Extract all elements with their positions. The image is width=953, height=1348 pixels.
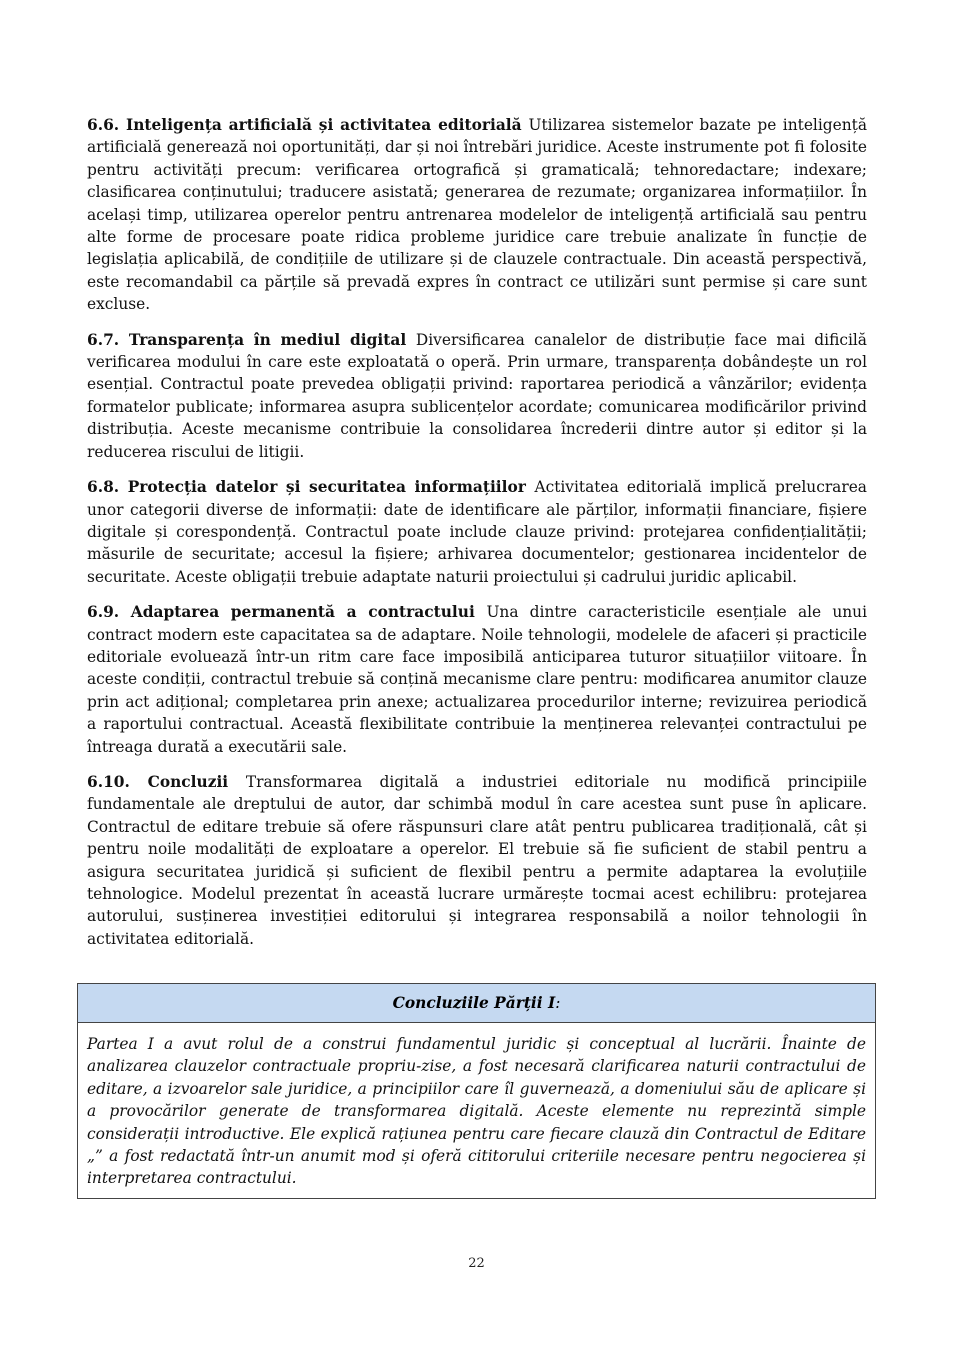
- conclusion-title-suffix: :: [555, 994, 561, 1012]
- section-body: Una dintre caracteristicile esențiale ale unui contract modern este capacitatea sa de adaptare. Noile tehnologii, modelele de afaceri și practicile editoriale evoluează într-un ritm care face imposibilă anticiparea tuturor situațiilor viitoare. În aceste condiții, contractul trebuie să conțină mecanisme clare pentru: modificarea anumitor clauze prin act adițional; completarea prin anexe; actualizarea procedurilor interne; revizuirea periodică a raportului contractual. Această flexibilitate contribuie la menținerea relevanței contractului pe întreaga durată a executării sale.: [87, 603, 867, 756]
- conclusion-box-header: [78, 984, 875, 1023]
- section-body: Diversificarea canalelor de distribuție face mai dificilă verificarea modului în care este exploatată o operă. Prin urmare, transparența dobândește un rol esențial. Contractul poate prevedea obligații privind: raportarea periodică a vânzărilor; evidența formatelor publicate; informarea asupra sublicențelor acordate; comunicarea modificărilor privind distribuția. Aceste mecanisme contribuie la consolidarea încrederii dintre autor și editor și la reducerea riscului de litigii.: [87, 330, 867, 461]
- conclusion-title: Concluziile Părții I: [392, 994, 556, 1012]
- section-6-7: [87, 329, 867, 463]
- page-number: 22: [468, 1256, 485, 1271]
- section-body: Transformarea digitală a industriei editoriale nu modifică principiile fundamentale ale dreptului de autor, dar schimbă modul în care acestea sunt puse în aplicare. Contractul de editare trebuie să ofere răspunsuri clare atât pentru publicarea tradițională, cât și pentru noile modalități de exploatare a operelor. El trebuie să fie suficient de stabil pentru a asigura securitatea juridică și suficient de flexibil pentru a permite adaptarea la evoluțiile tehnologice. Modelul prezentat în această lucrare urmărește tocmai acest echilibru: protejarea autorului, susținerea investiției editorului și integrarea responsabilă a noilor tehnologii în activitatea editorială.: [87, 772, 867, 948]
- section-heading: 6.7. Transparența în mediul digital: [87, 330, 416, 349]
- section-body: Utilizarea sistemelor bazate pe inteligență artificială generează noi oportunități, dar și noi întrebări juridice. Aceste instrumente pot fi folosite pentru activități precum: verificarea ortografică și gramaticală; tehnoredactare; indexare; clasificarea conținutului; traducere asistată; generarea de rezumate; organizarea informațiilor. În același timp, utilizarea operelor pentru antrenarea modelelor de inteligență artificială sau pentru alte forme de procesare poate ridica probleme juridice care trebuie analizate în funcție de legislația aplicabilă, de condițiile de utilizare și de clauzele contractuale. Din această perspectivă, este recomandabil ca părțile să prevadă expres în contract ce utilizări sunt permise și care sunt excluse.: [87, 116, 868, 314]
- section-heading: 6.8. Protecția datelor și securitatea informațiilor: [87, 478, 535, 497]
- section-6-8: [87, 476, 867, 588]
- section-6-10: [87, 771, 867, 950]
- section-heading: 6.10. Concluzii: [87, 772, 246, 791]
- section-body: Activitatea editorială implică prelucrarea unor categorii diverse de informații: date de identificare ale părților, informații financiare, fișiere digitale și corespondență. Contractul poate include clauze privind: protejarea confidențialității; măsurile de securitate; accesul la fișiere; arhivarea documentelor; gestionarea incidentelor de securitate. Aceste obligații trebuie adaptate naturii proiectului și cadrului juridic aplicabil.: [87, 478, 867, 586]
- conclusion-box: [77, 983, 876, 1199]
- section-6-6: [87, 114, 867, 316]
- conclusion-body: Partea I a avut rolul de a construi fundamentul juridic și conceptual al lucrării. Înainte de analizarea clauzelor contractuale propriu-zise, a fost necesară clarificarea naturii contractului de editare, a izvoarelor sale juridice, a principiilor care îl guvernează, a domeniului său de aplicare și a provocărilor generate de transformarea digitală. Aceste elemente nu reprezintă simple considerații introductive. Ele explică rațiunea pentru care fiecare clauză din Contractul de Editare „” a fost redactată într-un anumit mod și oferă cititorului criteriile necesare pentru negocierea și interpretarea contractului.: [87, 1035, 866, 1188]
- section-heading: 6.6. Inteligența artificială și activitatea editorială: [87, 116, 529, 134]
- section-6-9: [87, 601, 867, 758]
- main-content: [87, 114, 867, 963]
- section-heading: 6.9. Adaptarea permanentă a contractului: [87, 603, 487, 622]
